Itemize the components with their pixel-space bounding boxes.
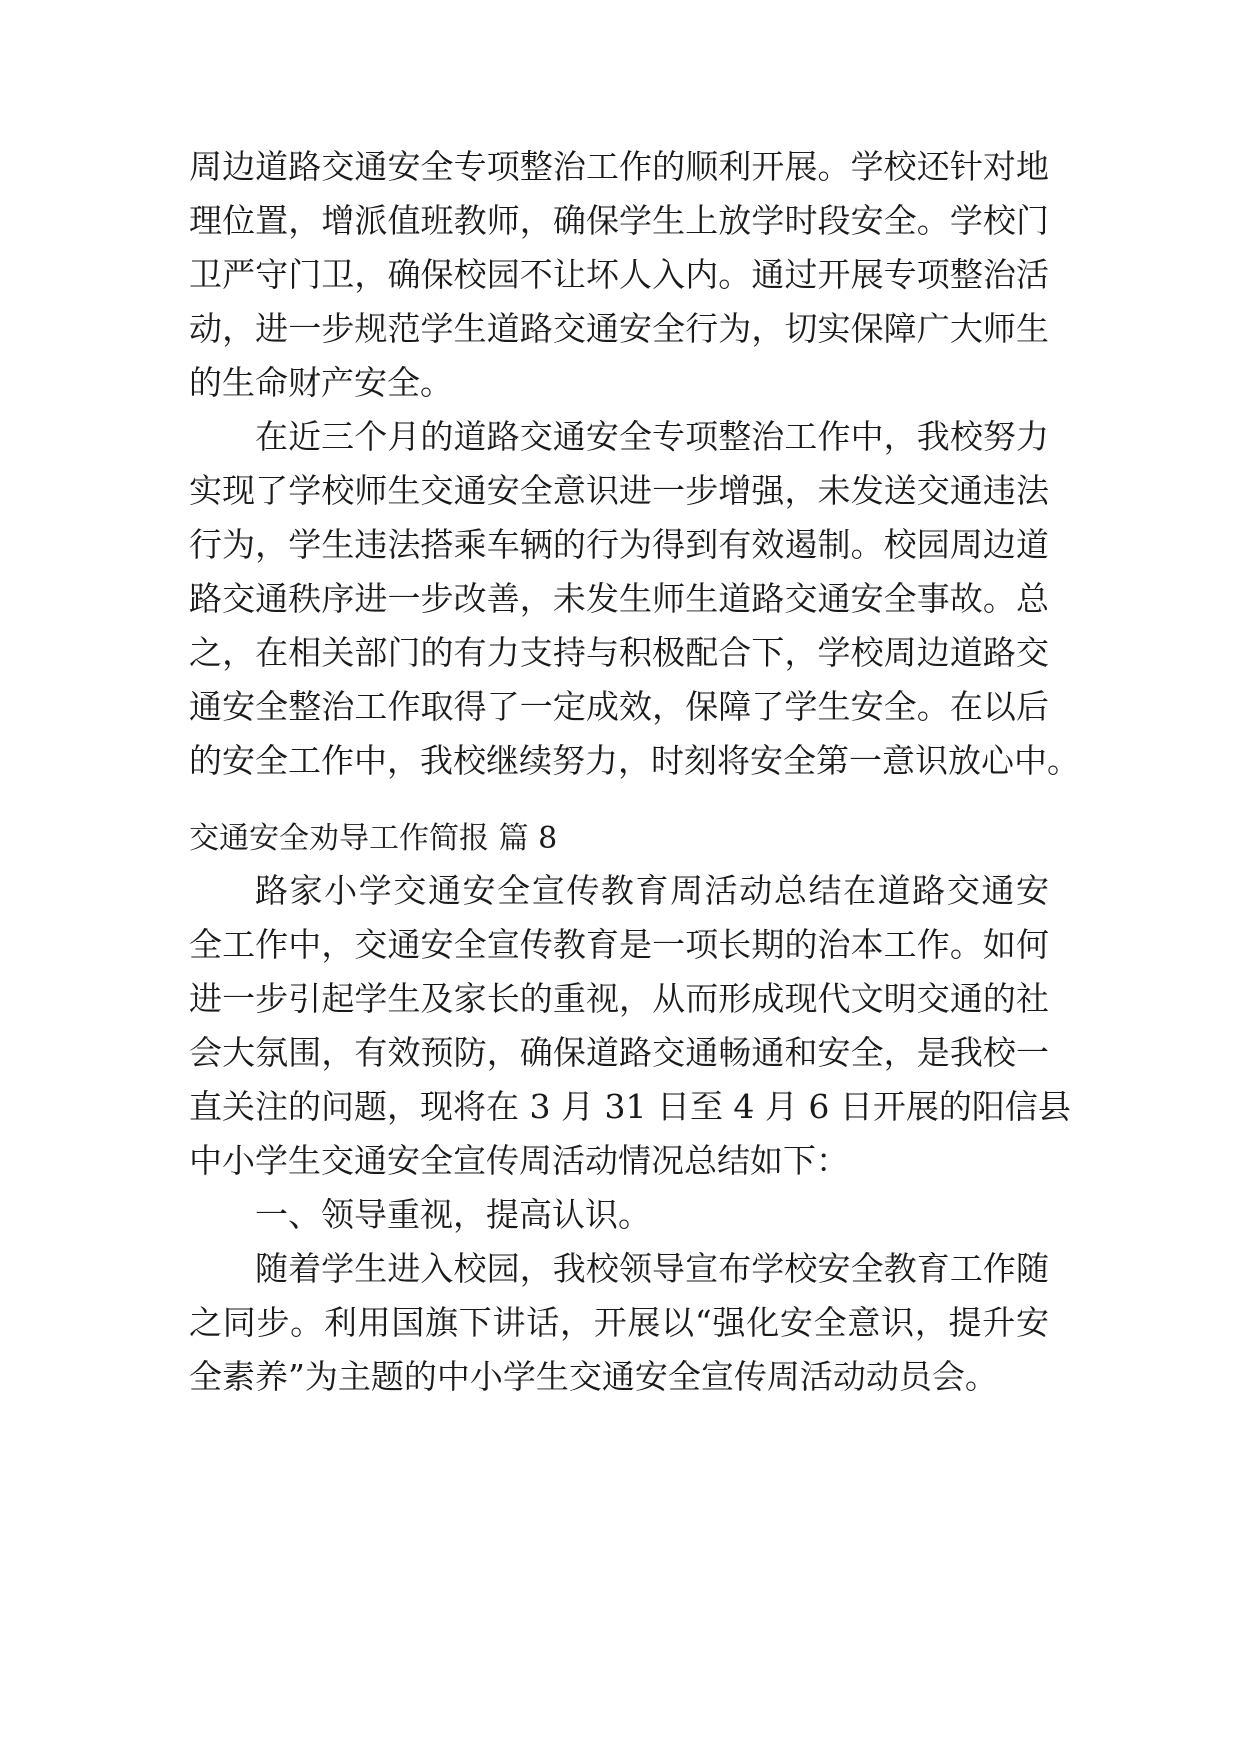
section-paragraph-2-line-1: 一、领导重视，提高认识。 xyxy=(255,1195,651,1234)
paragraph-2-line-3: 行为，学生违法搭乘车辆的行为得到有效遏制。校园周边道 xyxy=(189,525,1049,564)
paragraph-2-line-4: 路交通秩序进一步改善，未发生师生道路交通安全事故。总 xyxy=(189,579,1049,618)
section-paragraph-1-line-2: 全工作中，交通安全宣传教育是一项长期的治本工作。如何 xyxy=(189,925,1049,964)
paragraph-2-line-5: 之，在相关部门的有力支持与积极配合下，学校周边道路交 xyxy=(189,633,1049,672)
section-paragraph-3-line-1: 随着学生进入校园，我校领导宣布学校安全教育工作随 xyxy=(255,1249,1049,1288)
paragraph-2-line-1: 在近三个月的道路交通安全专项整治工作中，我校努力 xyxy=(255,417,1049,456)
section-paragraph-1-line-1: 路家小学交通安全宣传教育周活动总结在道路交通安 xyxy=(255,871,1049,910)
section-paragraph-1-line-5: 直关注的问题，现将在 3 月 31 日至 4 月 6 日开展的阳信县 xyxy=(189,1087,1071,1126)
paragraph-1-line-2: 理位置，增派值班教师，确保学生上放学时段安全。学校门 xyxy=(189,201,1049,240)
section-heading: 交通安全劝导工作简报 篇 8 xyxy=(189,821,558,856)
section-paragraph-1-line-6: 中小学生交通安全宣传周活动情况总结如下： xyxy=(189,1141,849,1180)
section-paragraph-1-line-3: 进一步引起学生及家长的重视，从而形成现代文明交通的社 xyxy=(189,979,1049,1018)
paragraph-1-line-3: 卫严守门卫，确保校园不让坏人入内。通过开展专项整治活 xyxy=(189,255,1049,294)
paragraph-1-line-4: 动，进一步规范学生道路交通安全行为，切实保障广大师生 xyxy=(189,309,1049,348)
section-paragraph-1-line-4: 会大氛围，有效预防，确保道路交通畅通和安全，是我校一 xyxy=(189,1033,1049,1072)
section-paragraph-3-line-3: 全素养”为主题的中小学生交通安全宣传周活动动员会。 xyxy=(189,1357,998,1396)
paragraph-2-line-2: 实现了学校师生交通安全意识进一步增强，未发送交通违法 xyxy=(189,471,1049,510)
section-paragraph-3-line-2: 之同步。利用国旗下讲话，开展以“强化安全意识，提升安 xyxy=(189,1303,1049,1342)
paragraph-1-line-1: 周边道路交通安全专项整治工作的顺利开展。学校还针对地 xyxy=(189,147,1049,186)
paragraph-2-line-7: 的安全工作中，我校继续努力，时刻将安全第一意识放心中。 xyxy=(189,741,1080,780)
paragraph-2-line-6: 通安全整治工作取得了一定成效，保障了学生安全。在以后 xyxy=(189,687,1049,726)
paragraph-1-line-5: 的生命财产安全。 xyxy=(189,363,453,402)
